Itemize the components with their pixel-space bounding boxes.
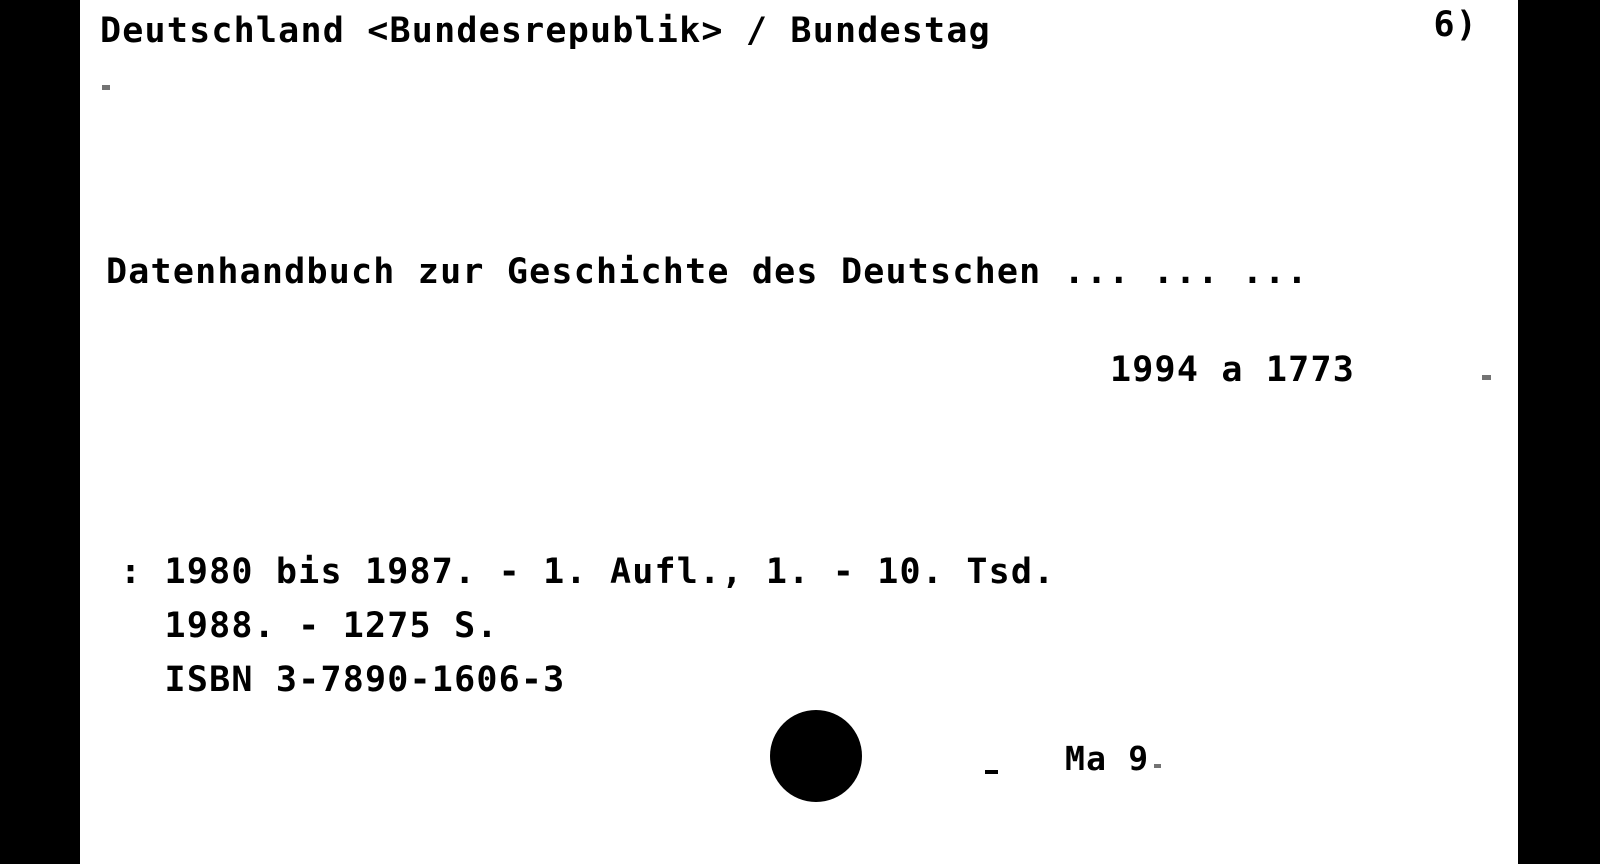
card-title-line: Datenhandbuch zur Geschichte des Deutschen ... ... ... — [106, 252, 1309, 292]
scan-speck — [102, 85, 110, 90]
catalogue-card — [80, 0, 1518, 864]
stray-dash-mark — [985, 770, 998, 774]
card-shelfmark: 1994 a 1773 — [1110, 350, 1355, 390]
card-heading: Deutschland <Bundesrepublik> / Bundestag — [100, 11, 991, 51]
card-right-edge — [1514, 0, 1518, 864]
card-location-code: Ma 9 — [1065, 739, 1150, 778]
card-sequence-number: 6) — [1433, 5, 1478, 45]
scan-speck — [1482, 375, 1491, 380]
scan-speck — [1154, 764, 1161, 768]
ink-blot-mark — [770, 710, 862, 802]
card-imprint-block: : 1980 bis 1987. - 1. Aufl., 1. - 10. Tsd. 1988. - 1275 S. ISBN 3-7890-1606-3 — [120, 552, 1056, 700]
